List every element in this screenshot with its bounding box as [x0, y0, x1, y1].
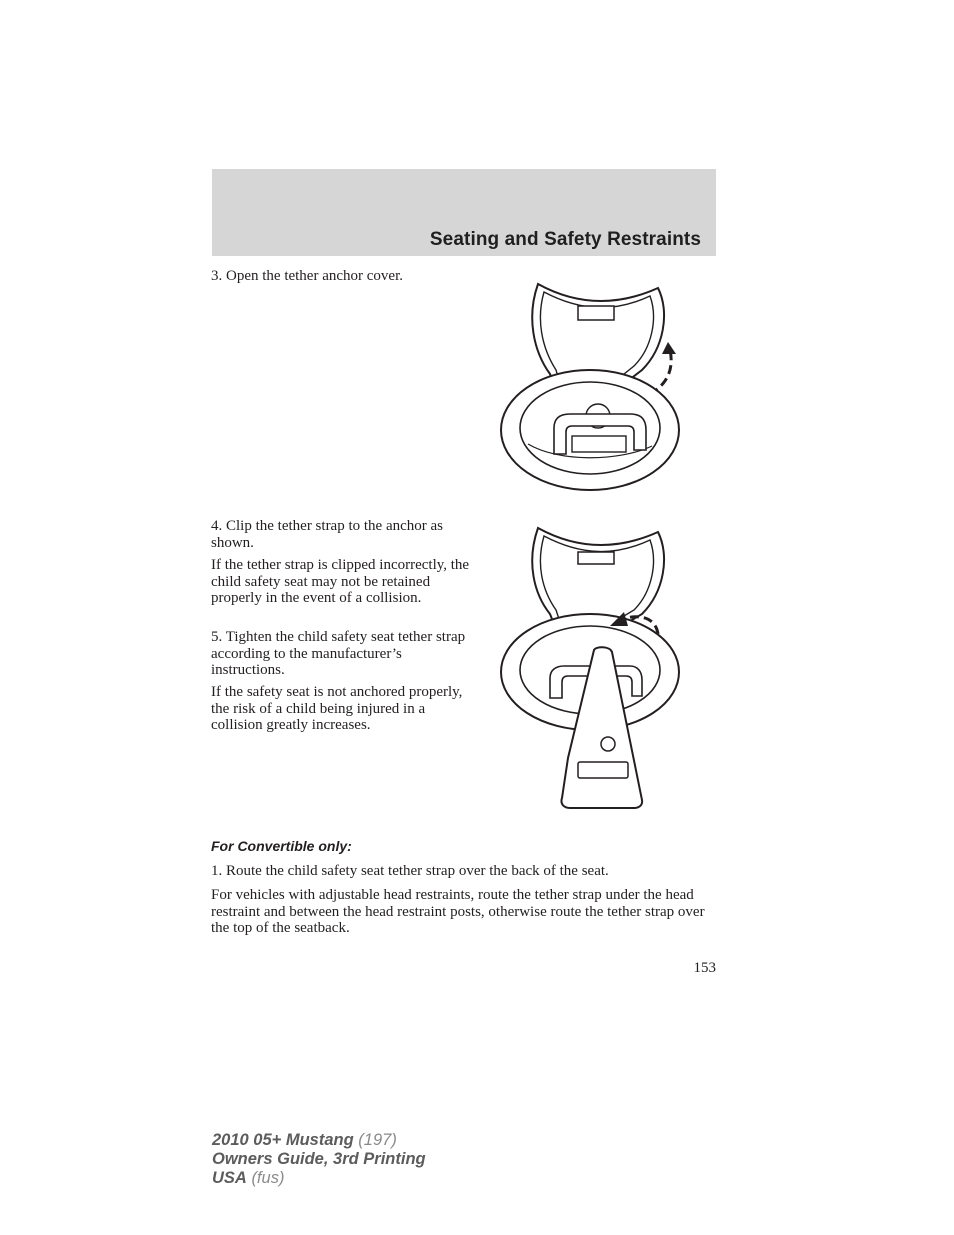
convertible-note: For vehicles with adjustable head restraints, route the tether strap under the head restraint and between the head restraint posts, otherwise route the tether strap over the top of the seatback.: [211, 887, 705, 936]
step-5-note: If the safety seat is not anchored properly, the risk of a child being injured in a collision greatly increases.: [211, 684, 463, 733]
tether-strap-clipped-icon: [498, 522, 682, 812]
page-number: 153: [693, 960, 716, 976]
footer-line-2: [212, 1150, 426, 1169]
footer-line-3: [212, 1169, 426, 1188]
step-4-note: If the tether strap is clipped incorrectly, the child safety seat may not be retained properly in the event of a collision.: [211, 557, 470, 606]
footer-edition: Owners Guide, 3rd Printing: [212, 1150, 426, 1168]
convertible-heading: For Convertible only:: [211, 838, 352, 854]
document-footer: [212, 1131, 426, 1188]
footer-model: 2010 05+ Mustang: [212, 1131, 354, 1149]
step-5-text: 5. Tighten the child safety seat tether strap according to the manufacturer’s instructions.: [211, 629, 466, 678]
footer-market-code: (fus): [251, 1169, 285, 1187]
step-4-text: 4. Clip the tether strap to the anchor as shown.: [211, 518, 444, 551]
footer-market: USA: [212, 1169, 247, 1187]
step-3-text: 3. Open the tether anchor cover.: [211, 268, 404, 284]
footer-model-code: (197): [358, 1131, 397, 1149]
footer-line-1: [212, 1131, 426, 1150]
section-title: Seating and Safety Restraints: [429, 229, 701, 250]
section-header: [212, 169, 716, 256]
tether-anchor-cover-open-icon: [498, 278, 682, 494]
convertible-step-1: 1. Route the child safety seat tether strap over the back of the seat.: [211, 863, 609, 879]
